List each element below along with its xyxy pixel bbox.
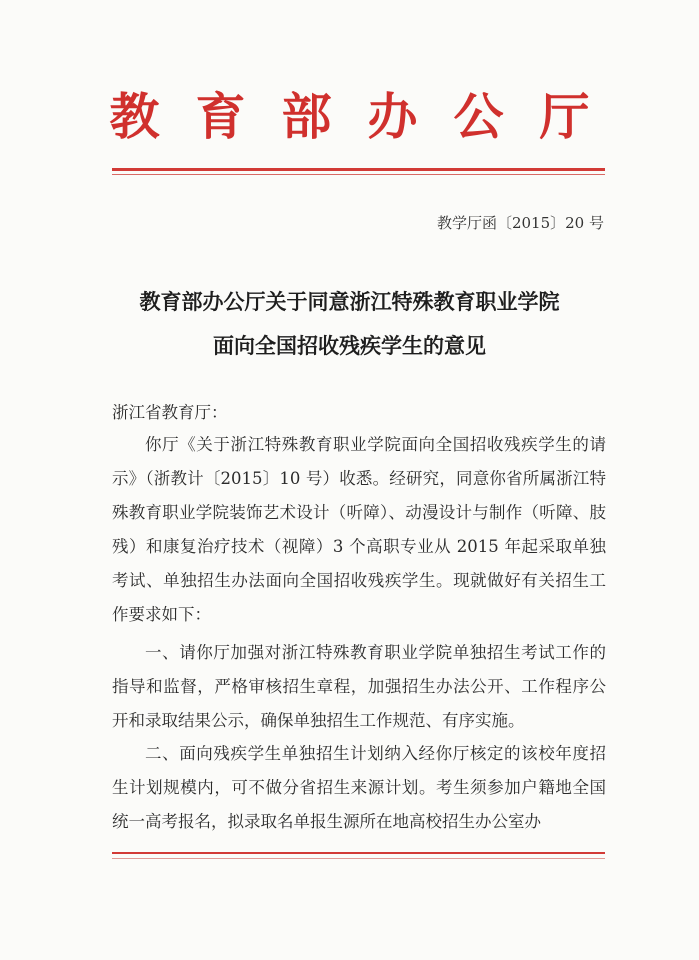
document-title-line-1: 教育部办公厅关于同意浙江特殊教育职业学院 — [139, 289, 560, 314]
body-paragraph-2 — [112, 636, 606, 738]
footer-red-rule — [112, 852, 605, 854]
header-red-rule-thin — [112, 174, 605, 175]
paragraph-text: 一、请你厅加强对浙江特殊教育职业学院单独招生考试工作的指导和监督，严格审核招生章程，加强招生办法公开、工作程序公开和录取结果公示，确保单独招生工作规范、有序实施。 — [112, 643, 606, 730]
paragraph-text: 二、面向残疾学生单独招生计划纳入经你厅核定的该校年度招生计划规模内，可不做分省招生来源计划。考生须参加户籍地全国统一高考报名，拟录取名单报生源所在地高校招生办公室办 — [112, 744, 606, 831]
header-red-rule — [112, 168, 605, 171]
document-title-line-2: 面向全国招收残疾学生的意见 — [213, 333, 486, 358]
salutation: 浙江省教育厅： — [112, 403, 228, 422]
body-paragraph-1 — [112, 428, 606, 632]
body-paragraph-3 — [112, 737, 606, 839]
paragraph-text: 你厅《关于浙江特殊教育职业学院面向全国招收残疾学生的请示》（浙教计〔2015〕10 号）收悉。经研究，同意你省所属浙江特殊教育职业学院装饰艺术设计（听障）、动漫设计与制作（听障、肢残）和康复治疗技术（视障）3 个高职专业从 2015 年起采取单独考试、单独招生办法面向全国招收残疾学生。现就做好有关招生工作要求如下： — [112, 435, 606, 624]
document-number: 教学厅函〔2015〕20 号 — [436, 214, 604, 232]
issuing-office-header: 教育部办公厅 — [109, 87, 626, 146]
footer-red-rule-thin — [112, 858, 605, 859]
